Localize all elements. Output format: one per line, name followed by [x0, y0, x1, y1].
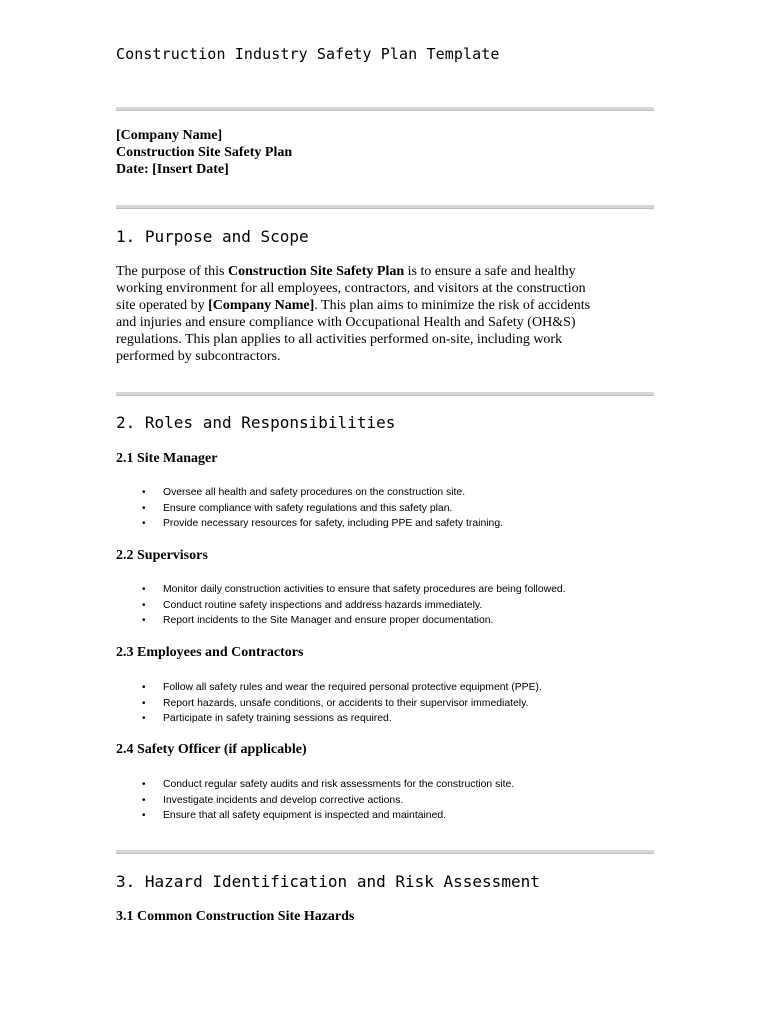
divider [116, 392, 654, 396]
list-item: • Participate in safety training sessions as required. [116, 711, 542, 727]
document-title: Construction Industry Safety Plan Template [116, 45, 500, 63]
list-item: • Provide necessary resources for safety, including PPE and safety training. [116, 516, 503, 532]
divider [116, 205, 654, 209]
list-item: • Conduct regular safety audits and risk assessments for the construction site. [116, 777, 514, 793]
bullet-icon: • [142, 487, 146, 498]
divider [116, 850, 654, 854]
bullet-icon: • [142, 502, 146, 514]
bullet-icon: • [142, 794, 146, 806]
list-item: • Oversee all health and safety procedures on the construction site. [116, 485, 503, 501]
paragraph-line: regulations. This plan applies to all activities performed on-site, including work [116, 332, 563, 347]
bullet-icon: • [142, 584, 146, 595]
list-item: • Monitor daily construction activities to ensure that safety procedures are being followed. [116, 582, 566, 598]
list-item: • Report incidents to the Site Manager and ensure proper documentation. [116, 613, 566, 629]
list-item: • Ensure that all safety equipment is inspected and maintained. [116, 808, 514, 824]
purpose-paragraph [116, 263, 656, 365]
bullet-icon: • [142, 615, 146, 626]
company-name: [Company Name] [116, 128, 223, 143]
subsection-heading-employees: 2.3 Employees and Contractors [116, 645, 304, 660]
bullet-icon: • [142, 779, 146, 790]
paragraph-line: working environment for all employees, contractors, and visitors at the construction [116, 281, 586, 296]
bullet-icon: • [142, 697, 146, 709]
list-item: • Conduct routine safety inspections and address hazards immediately. [116, 598, 566, 614]
company-header-block [116, 127, 292, 178]
section-heading-hazard: 3. Hazard Identification and Risk Assessment [116, 872, 540, 891]
paragraph-line: performed by subcontractors. [116, 349, 281, 364]
paragraph-line: The purpose of this Construction Site Safety Plan is to ensure a safe and healthy [116, 264, 576, 279]
bullet-icon: • [142, 599, 146, 611]
subsection-heading-common-hazards: 3.1 Common Construction Site Hazards [116, 909, 355, 924]
subsection-heading-supervisors: 2.2 Supervisors [116, 548, 208, 563]
divider [116, 107, 654, 111]
bullet-icon: • [142, 810, 146, 821]
list-item: • Report hazards, unsafe conditions, or accidents to their supervisor immediately. [116, 696, 542, 712]
section-heading-roles: 2. Roles and Responsibilities [116, 413, 396, 432]
employees-list [116, 680, 542, 727]
site-manager-list [116, 485, 503, 532]
subsection-heading-safety-officer: 2.4 Safety Officer (if applicable) [116, 742, 307, 757]
list-item: • Ensure compliance with safety regulations and this safety plan. [116, 501, 503, 517]
section-heading-purpose: 1. Purpose and Scope [116, 227, 309, 246]
plan-date: Date: [Insert Date] [116, 162, 229, 177]
paragraph-line: and injuries and ensure compliance with Occupational Health and Safety (OH&S) [116, 315, 576, 330]
supervisors-list [116, 582, 566, 629]
subsection-heading-site-manager: 2.1 Site Manager [116, 451, 218, 466]
bullet-icon: • [142, 682, 146, 693]
paragraph-line: site operated by [Company Name]. This plan aims to minimize the risk of accidents [116, 298, 591, 313]
bullet-icon: • [142, 713, 146, 724]
safety-officer-list [116, 777, 514, 824]
plan-name: Construction Site Safety Plan [116, 145, 293, 160]
bullet-icon: • [142, 518, 146, 529]
list-item: • Investigate incidents and develop corrective actions. [116, 793, 514, 809]
list-item: • Follow all safety rules and wear the required personal protective equipment (PPE). [116, 680, 542, 696]
